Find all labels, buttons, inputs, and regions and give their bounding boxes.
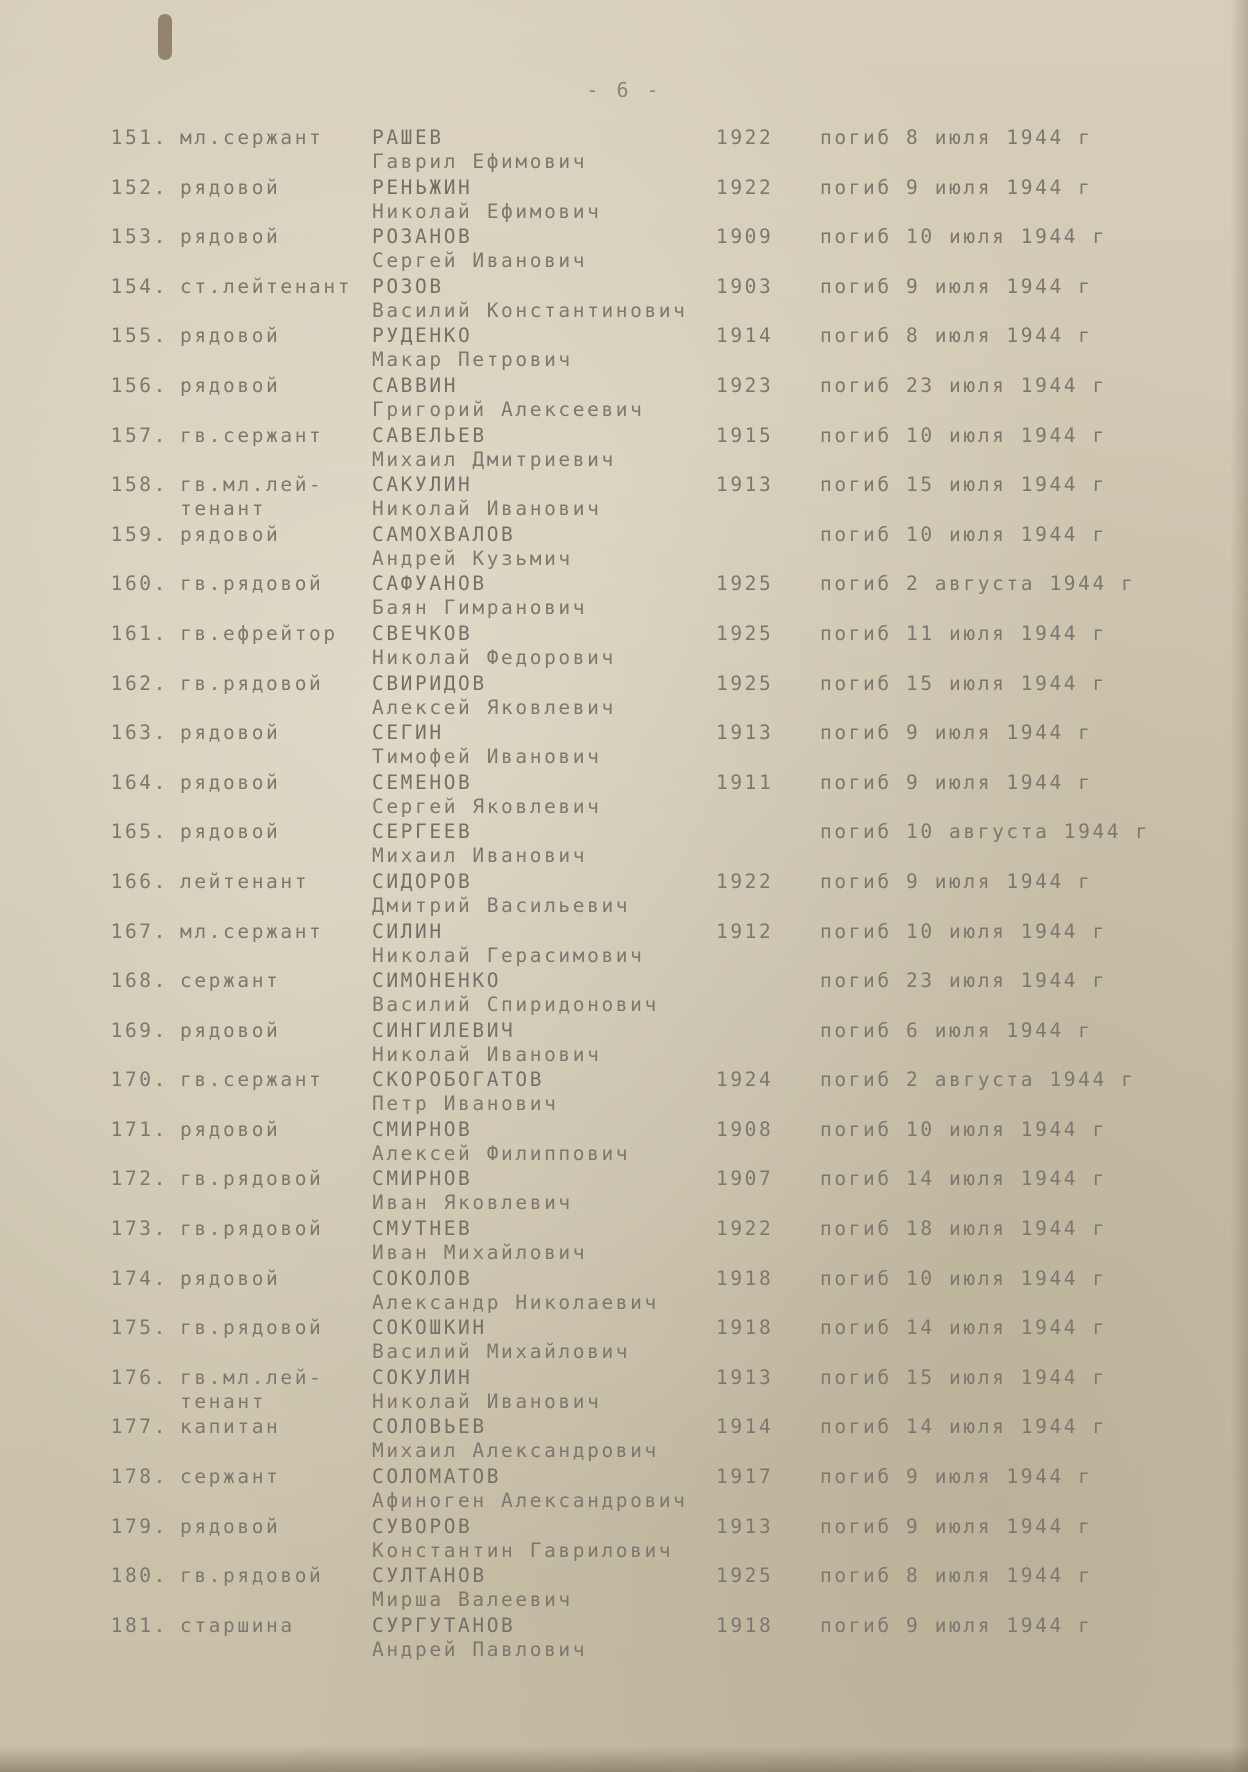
entry-status: погиб 15 июля 1944 г [820,671,1107,695]
entry-rank: капитан [180,1415,281,1439]
entry-given-names: Алексей Яковлевич [372,695,616,719]
entry-rank: гв.рядовой [180,1217,324,1241]
entry-number: 160. [110,572,168,596]
list-item [0,324,1248,374]
entry-surname: СУРГУТАНОВ [372,1613,516,1637]
entry-number: 181. [110,1613,168,1637]
entry-status: погиб 10 июля 1944 г [820,1117,1107,1141]
entry-birth-year: 1925 [716,572,774,596]
entry-status: погиб 23 июля 1944 г [820,373,1107,397]
entry-status: погиб 9 июля 1944 г [820,274,1093,298]
entry-rank: гв.рядовой [180,572,324,596]
entry-rank: гв.сержант [180,1068,324,1092]
entry-rank: старшина [180,1613,295,1637]
entry-rank: рядовой [180,721,281,745]
entry-status: погиб 14 июля 1944 г [820,1167,1107,1191]
entry-given-names: Петр Иванович [372,1092,559,1116]
entry-given-names: Николай Федорович [372,645,616,669]
entry-birth-year: 1924 [716,1068,774,1092]
entry-surname: РОЗОВ [372,274,444,298]
entry-given-names: Мирша Валеевич [372,1588,573,1612]
entry-number: 173. [110,1217,168,1241]
entry-birth-year: 1918 [716,1316,774,1340]
entry-rank: мл.сержант [180,919,324,943]
entry-number: 163. [110,721,168,745]
entry-status: погиб 11 июля 1944 г [820,621,1107,645]
entry-birth-year: 1925 [716,1564,774,1588]
entry-given-names: Сергей Иванович [372,249,588,273]
entry-status: погиб 10 июля 1944 г [820,522,1107,546]
entry-number: 168. [110,969,168,993]
entry-status: погиб 10 июля 1944 г [820,225,1107,249]
entry-number: 156. [110,373,168,397]
entry-surname: СЕРГЕЕВ [372,820,473,844]
entry-surname: СИДОРОВ [372,869,473,893]
entry-given-names: Михаил Иванович [372,844,588,868]
entry-birth-year: 1907 [716,1167,774,1191]
entry-number: 152. [110,175,168,199]
entry-status: погиб 9 июля 1944 г [820,175,1093,199]
entry-rank: рядовой [180,175,281,199]
entry-surname: САФУАНОВ [372,572,487,596]
entry-rank: рядовой [180,373,281,397]
entry-status: погиб 15 июля 1944 г [820,473,1107,497]
entry-number: 180. [110,1564,168,1588]
entry-number: 158. [110,473,168,497]
entry-rank: ст.лейтенант [180,274,353,298]
entry-number: 154. [110,274,168,298]
entry-surname: СИМОНЕНКО [372,969,502,993]
entry-birth-year: 1918 [716,1266,774,1290]
entry-given-names: Василий Константинович [372,298,688,322]
entry-surname: РЕНЬЖИН [372,175,473,199]
entry-given-names: Михаил Александрович [372,1439,659,1463]
entry-birth-year: 1913 [716,1365,774,1389]
entry-rank: рядовой [180,324,281,348]
entry-surname: СКОРОБОГАТОВ [372,1068,545,1092]
entry-surname: СМИРНОВ [372,1117,473,1141]
entry-birth-year: 1925 [716,671,774,695]
list-item [0,771,1248,821]
entry-given-names: Николай Иванович [372,1389,602,1413]
entry-status: погиб 10 июля 1944 г [820,1266,1107,1290]
list-item [0,721,1248,771]
entry-number: 179. [110,1514,168,1538]
entry-given-names: Дмитрий Васильевич [372,893,631,917]
list-item [0,820,1248,870]
list-item [0,424,1248,474]
entry-rank: гв.мл.лей- [180,473,324,497]
entry-birth-year: 1914 [716,1415,774,1439]
entry-given-names: Иван Яковлевич [372,1191,573,1215]
entry-number: 177. [110,1415,168,1439]
entry-number: 175. [110,1316,168,1340]
list-item [0,1465,1248,1515]
entry-given-names: Александр Николаевич [372,1290,659,1314]
entry-birth-year: 1913 [716,473,774,497]
list-item [0,473,1248,523]
entry-given-names: Василий Спиридонович [372,993,659,1017]
entry-surname: САВВИН [372,373,459,397]
entry-rank: рядовой [180,522,281,546]
entry-number: 174. [110,1266,168,1290]
entry-rank-continued: тенант [180,1389,267,1413]
list-item [0,920,1248,970]
entry-surname: САВЕЛЬЕВ [372,423,487,447]
entry-status: погиб 9 июля 1944 г [820,1465,1093,1489]
entry-status: погиб 9 июля 1944 г [820,770,1093,794]
entry-birth-year: 1923 [716,373,774,397]
entry-number: 176. [110,1365,168,1389]
entry-number: 153. [110,225,168,249]
entry-surname: СОЛОВЬЕВ [372,1415,487,1439]
entry-rank: рядовой [180,1266,281,1290]
entry-status: погиб 15 июля 1944 г [820,1365,1107,1389]
entry-birth-year: 1915 [716,423,774,447]
list-item [0,176,1248,226]
entry-status: погиб 2 августа 1944 г [820,1068,1136,1092]
entry-status: погиб 10 августа 1944 г [820,820,1150,844]
list-item [0,1217,1248,1267]
entry-surname: СОКОЛОВ [372,1266,473,1290]
entry-given-names: Василий Михайлович [372,1340,631,1364]
entry-status: погиб 8 июля 1944 г [820,126,1093,149]
entry-birth-year: 1922 [716,126,774,149]
entry-given-names: Андрей Павлович [372,1637,588,1661]
entry-rank: рядовой [180,820,281,844]
list-item [0,1564,1248,1614]
entry-rank: лейтенант [180,869,310,893]
entry-rank: рядовой [180,225,281,249]
entry-status: погиб 6 июля 1944 г [820,1018,1093,1042]
entry-surname: СОКОШКИН [372,1316,487,1340]
entry-given-names: Николай Иванович [372,497,602,521]
entry-number: 170. [110,1068,168,1092]
entry-birth-year: 1917 [716,1465,774,1489]
entry-surname: СИЛИН [372,919,444,943]
entry-status: погиб 10 июля 1944 г [820,919,1107,943]
list-item [0,275,1248,325]
entry-rank: гв.рядовой [180,1167,324,1191]
entry-birth-year: 1913 [716,721,774,745]
entry-rank: сержант [180,969,281,993]
entry-rank: сержант [180,1465,281,1489]
list-item [0,1415,1248,1465]
casualty-list [0,126,1248,1663]
entry-surname: САМОХВАЛОВ [372,522,516,546]
entry-number: 178. [110,1465,168,1489]
entry-birth-year: 1909 [716,225,774,249]
entry-given-names: Николай Герасимович [372,943,645,967]
entry-rank: рядовой [180,1514,281,1538]
list-item [0,1515,1248,1565]
entry-given-names: Константин Гаврилович [372,1538,674,1562]
entry-status: погиб 18 июля 1944 г [820,1217,1107,1241]
entry-rank: гв.рядовой [180,1316,324,1340]
entry-birth-year: 1922 [716,175,774,199]
entry-birth-year: 1912 [716,919,774,943]
entry-rank: гв.ефрейтор [180,621,338,645]
entry-rank: рядовой [180,1117,281,1141]
list-item [0,1118,1248,1168]
entry-surname: СМИРНОВ [372,1167,473,1191]
entry-given-names: Макар Петрович [372,348,573,372]
entry-given-names: Николай Иванович [372,1042,602,1066]
page-edge-shadow-bottom [0,1746,1248,1772]
list-item [0,1316,1248,1366]
entry-number: 164. [110,770,168,794]
list-item [0,1019,1248,1069]
entry-number: 165. [110,820,168,844]
entry-status: погиб 9 июля 1944 г [820,869,1093,893]
entry-surname: СЕГИН [372,721,444,745]
entry-status: погиб 2 августа 1944 г [820,572,1136,596]
entry-given-names: Иван Михайлович [372,1241,588,1265]
entry-status: погиб 8 июля 1944 г [820,324,1093,348]
entry-rank-continued: тенант [180,497,267,521]
entry-number: 161. [110,621,168,645]
entry-surname: СУЛТАНОВ [372,1564,487,1588]
list-item [0,672,1248,722]
entry-number: 172. [110,1167,168,1191]
entry-number: 162. [110,671,168,695]
list-item [0,1068,1248,1118]
entry-given-names: Баян Гимранович [372,596,588,620]
list-item [0,572,1248,622]
entry-birth-year: 1922 [716,869,774,893]
entry-given-names: Гаврил Ефимович [372,150,588,173]
entry-number: 171. [110,1117,168,1141]
list-item [0,622,1248,672]
list-item [0,1614,1248,1664]
entry-rank: гв.рядовой [180,671,324,695]
entry-given-names: Афиноген Александрович [372,1489,688,1513]
list-item [0,225,1248,275]
entry-status: погиб 8 июля 1944 г [820,1564,1093,1588]
entry-birth-year: 1922 [716,1217,774,1241]
entry-status: погиб 23 июля 1944 г [820,969,1107,993]
entry-rank: рядовой [180,1018,281,1042]
list-item [0,126,1248,176]
page-number: - 6 - [586,78,662,102]
list-item [0,969,1248,1019]
entry-rank: рядовой [180,770,281,794]
entry-status: погиб 9 июля 1944 г [820,1613,1093,1637]
entry-given-names: Тимофей Иванович [372,745,602,769]
entry-surname: СОЛОМАТОВ [372,1465,502,1489]
entry-surname: СВИРИДОВ [372,671,487,695]
entry-surname: СУВОРОВ [372,1514,473,1538]
entry-number: 151. [110,126,168,149]
entry-birth-year: 1914 [716,324,774,348]
entry-number: 157. [110,423,168,447]
entry-given-names: Григорий Алексеевич [372,397,645,421]
entry-surname: СМУТНЕВ [372,1217,473,1241]
entry-surname: СЕМЕНОВ [372,770,473,794]
list-item [0,523,1248,573]
entry-surname: РУДЕНКО [372,324,473,348]
stain-mark [158,14,172,60]
entry-birth-year: 1903 [716,274,774,298]
entry-birth-year: 1925 [716,621,774,645]
entry-rank: гв.мл.лей- [180,1365,324,1389]
entry-rank: мл.сержант [180,126,324,149]
entry-surname: СОКУЛИН [372,1365,473,1389]
entry-surname: СВЕЧКОВ [372,621,473,645]
entry-given-names: Сергей Яковлевич [372,794,602,818]
entry-status: погиб 14 июля 1944 г [820,1316,1107,1340]
entry-number: 155. [110,324,168,348]
list-item [0,1167,1248,1217]
entry-birth-year: 1918 [716,1613,774,1637]
entry-surname: САКУЛИН [372,473,473,497]
entry-status: погиб 10 июля 1944 г [820,423,1107,447]
entry-surname: СИНГИЛЕВИЧ [372,1018,516,1042]
list-item [0,870,1248,920]
list-item [0,1366,1248,1416]
entry-number: 169. [110,1018,168,1042]
entry-surname: РАШЕВ [372,126,444,149]
entry-rank: гв.рядовой [180,1564,324,1588]
entry-rank: гв.сержант [180,423,324,447]
list-item [0,1267,1248,1317]
entry-status: погиб 9 июля 1944 г [820,1514,1093,1538]
entry-birth-year: 1911 [716,770,774,794]
entry-status: погиб 9 июля 1944 г [820,721,1093,745]
entry-given-names: Андрей Кузьмич [372,546,573,570]
entry-surname: РОЗАНОВ [372,225,473,249]
entry-birth-year: 1913 [716,1514,774,1538]
entry-number: 167. [110,919,168,943]
entry-status: погиб 14 июля 1944 г [820,1415,1107,1439]
entry-number: 166. [110,869,168,893]
list-item [0,374,1248,424]
entry-birth-year: 1908 [716,1117,774,1141]
entry-given-names: Алексей Филиппович [372,1141,631,1165]
entry-given-names: Михаил Дмитриевич [372,447,616,471]
entry-number: 159. [110,522,168,546]
entry-given-names: Николай Ефимович [372,199,602,223]
